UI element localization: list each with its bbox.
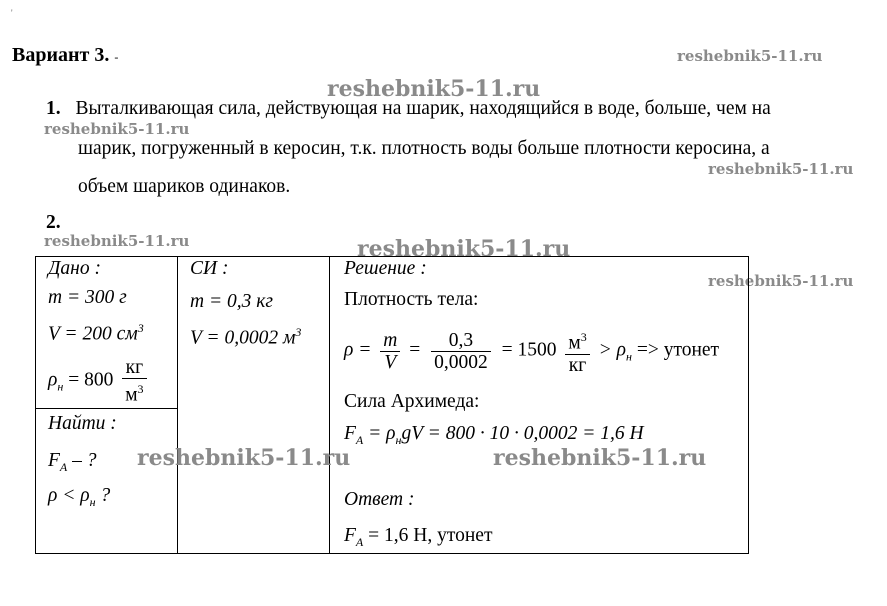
fraction-m-v: $\frac{m}{V}$ bbox=[380, 330, 400, 373]
si-heading: СИ : bbox=[190, 258, 229, 279]
solution-table bbox=[35, 256, 749, 554]
watermark-7: reshebnik5-11.ru bbox=[708, 272, 854, 290]
corner-tick: ' bbox=[11, 8, 13, 18]
watermark-3: reshebnik5-11.ru bbox=[44, 120, 190, 138]
task1-line3: объем шариков одинаков. bbox=[78, 176, 291, 197]
fraction-values: $\frac{0,3}{0,0002}$ bbox=[431, 330, 491, 373]
row-divider bbox=[36, 408, 177, 409]
col-divider-1 bbox=[177, 257, 178, 553]
answer-heading: Ответ : bbox=[344, 489, 415, 510]
given-rho: $\rho_н = 800$ $\frac{кг}{м^3}$ bbox=[48, 357, 151, 406]
si-m: m = 0,3 кг bbox=[190, 291, 273, 312]
task1-number: 1. bbox=[46, 98, 61, 119]
task1-line1 bbox=[46, 98, 771, 120]
col-divider-2 bbox=[329, 257, 330, 553]
density-label: Плотность тела: bbox=[344, 289, 479, 310]
given-m: m = 300 г bbox=[48, 287, 127, 308]
watermark-5: reshebnik5-11.ru bbox=[44, 232, 190, 250]
solution-heading: Решение : bbox=[344, 258, 427, 279]
task2-number: 2. bbox=[46, 212, 61, 233]
watermark-8: reshebnik5-11.ru bbox=[137, 445, 351, 471]
density-formula: ρ = $\frac{m}{V}$ = $\frac{0,3}{0,0002}$ = 1500 $\frac{м^3}{кг}$ > $\rho_н$ => утонет bbox=[344, 327, 719, 376]
task1-text1: Выталкивающая сила, действующая на шарик, находящийся в воде, больше, чем на bbox=[75, 98, 771, 119]
task1-line2: шарик, погруженный в керосин, т.к. плотность воды больше плотности керосина, а bbox=[78, 138, 770, 159]
watermark-9: reshebnik5-11.ru bbox=[493, 445, 707, 471]
find-fa: $F_A$ – ? bbox=[48, 450, 97, 474]
watermark-6: reshebnik5-11.ru bbox=[357, 236, 571, 262]
title-mark: - bbox=[114, 50, 119, 64]
find-rho: $\rho < \rho_н$ ? bbox=[48, 485, 111, 509]
find-heading: Найти : bbox=[48, 413, 117, 434]
archimedes-formula: $F_A = \rho_нgV = 800 \cdot 10 \cdot 0,0002 = 1,6$ Н bbox=[344, 423, 644, 447]
title-text: Вариант 3. bbox=[12, 44, 110, 66]
given-rho-unit: $\frac{кг}{м^3}$ bbox=[122, 357, 146, 406]
density-unit: $\frac{м^3}{кг}$ bbox=[565, 327, 589, 376]
given-heading: Дано : bbox=[48, 258, 101, 279]
answer-value: $F_A = 1,6$ Н, утонет bbox=[344, 525, 493, 549]
watermark-1: reshebnik5-11.ru bbox=[677, 47, 823, 65]
watermark-2: reshebnik5-11.ru bbox=[327, 76, 541, 102]
watermark-4: reshebnik5-11.ru bbox=[708, 160, 854, 178]
archimedes-label: Сила Архимеда: bbox=[344, 391, 480, 412]
si-v: V = 0,0002 $м^3$ bbox=[190, 325, 302, 349]
page-title bbox=[12, 44, 118, 67]
given-v: V = 200 $см^3$ bbox=[48, 321, 144, 345]
